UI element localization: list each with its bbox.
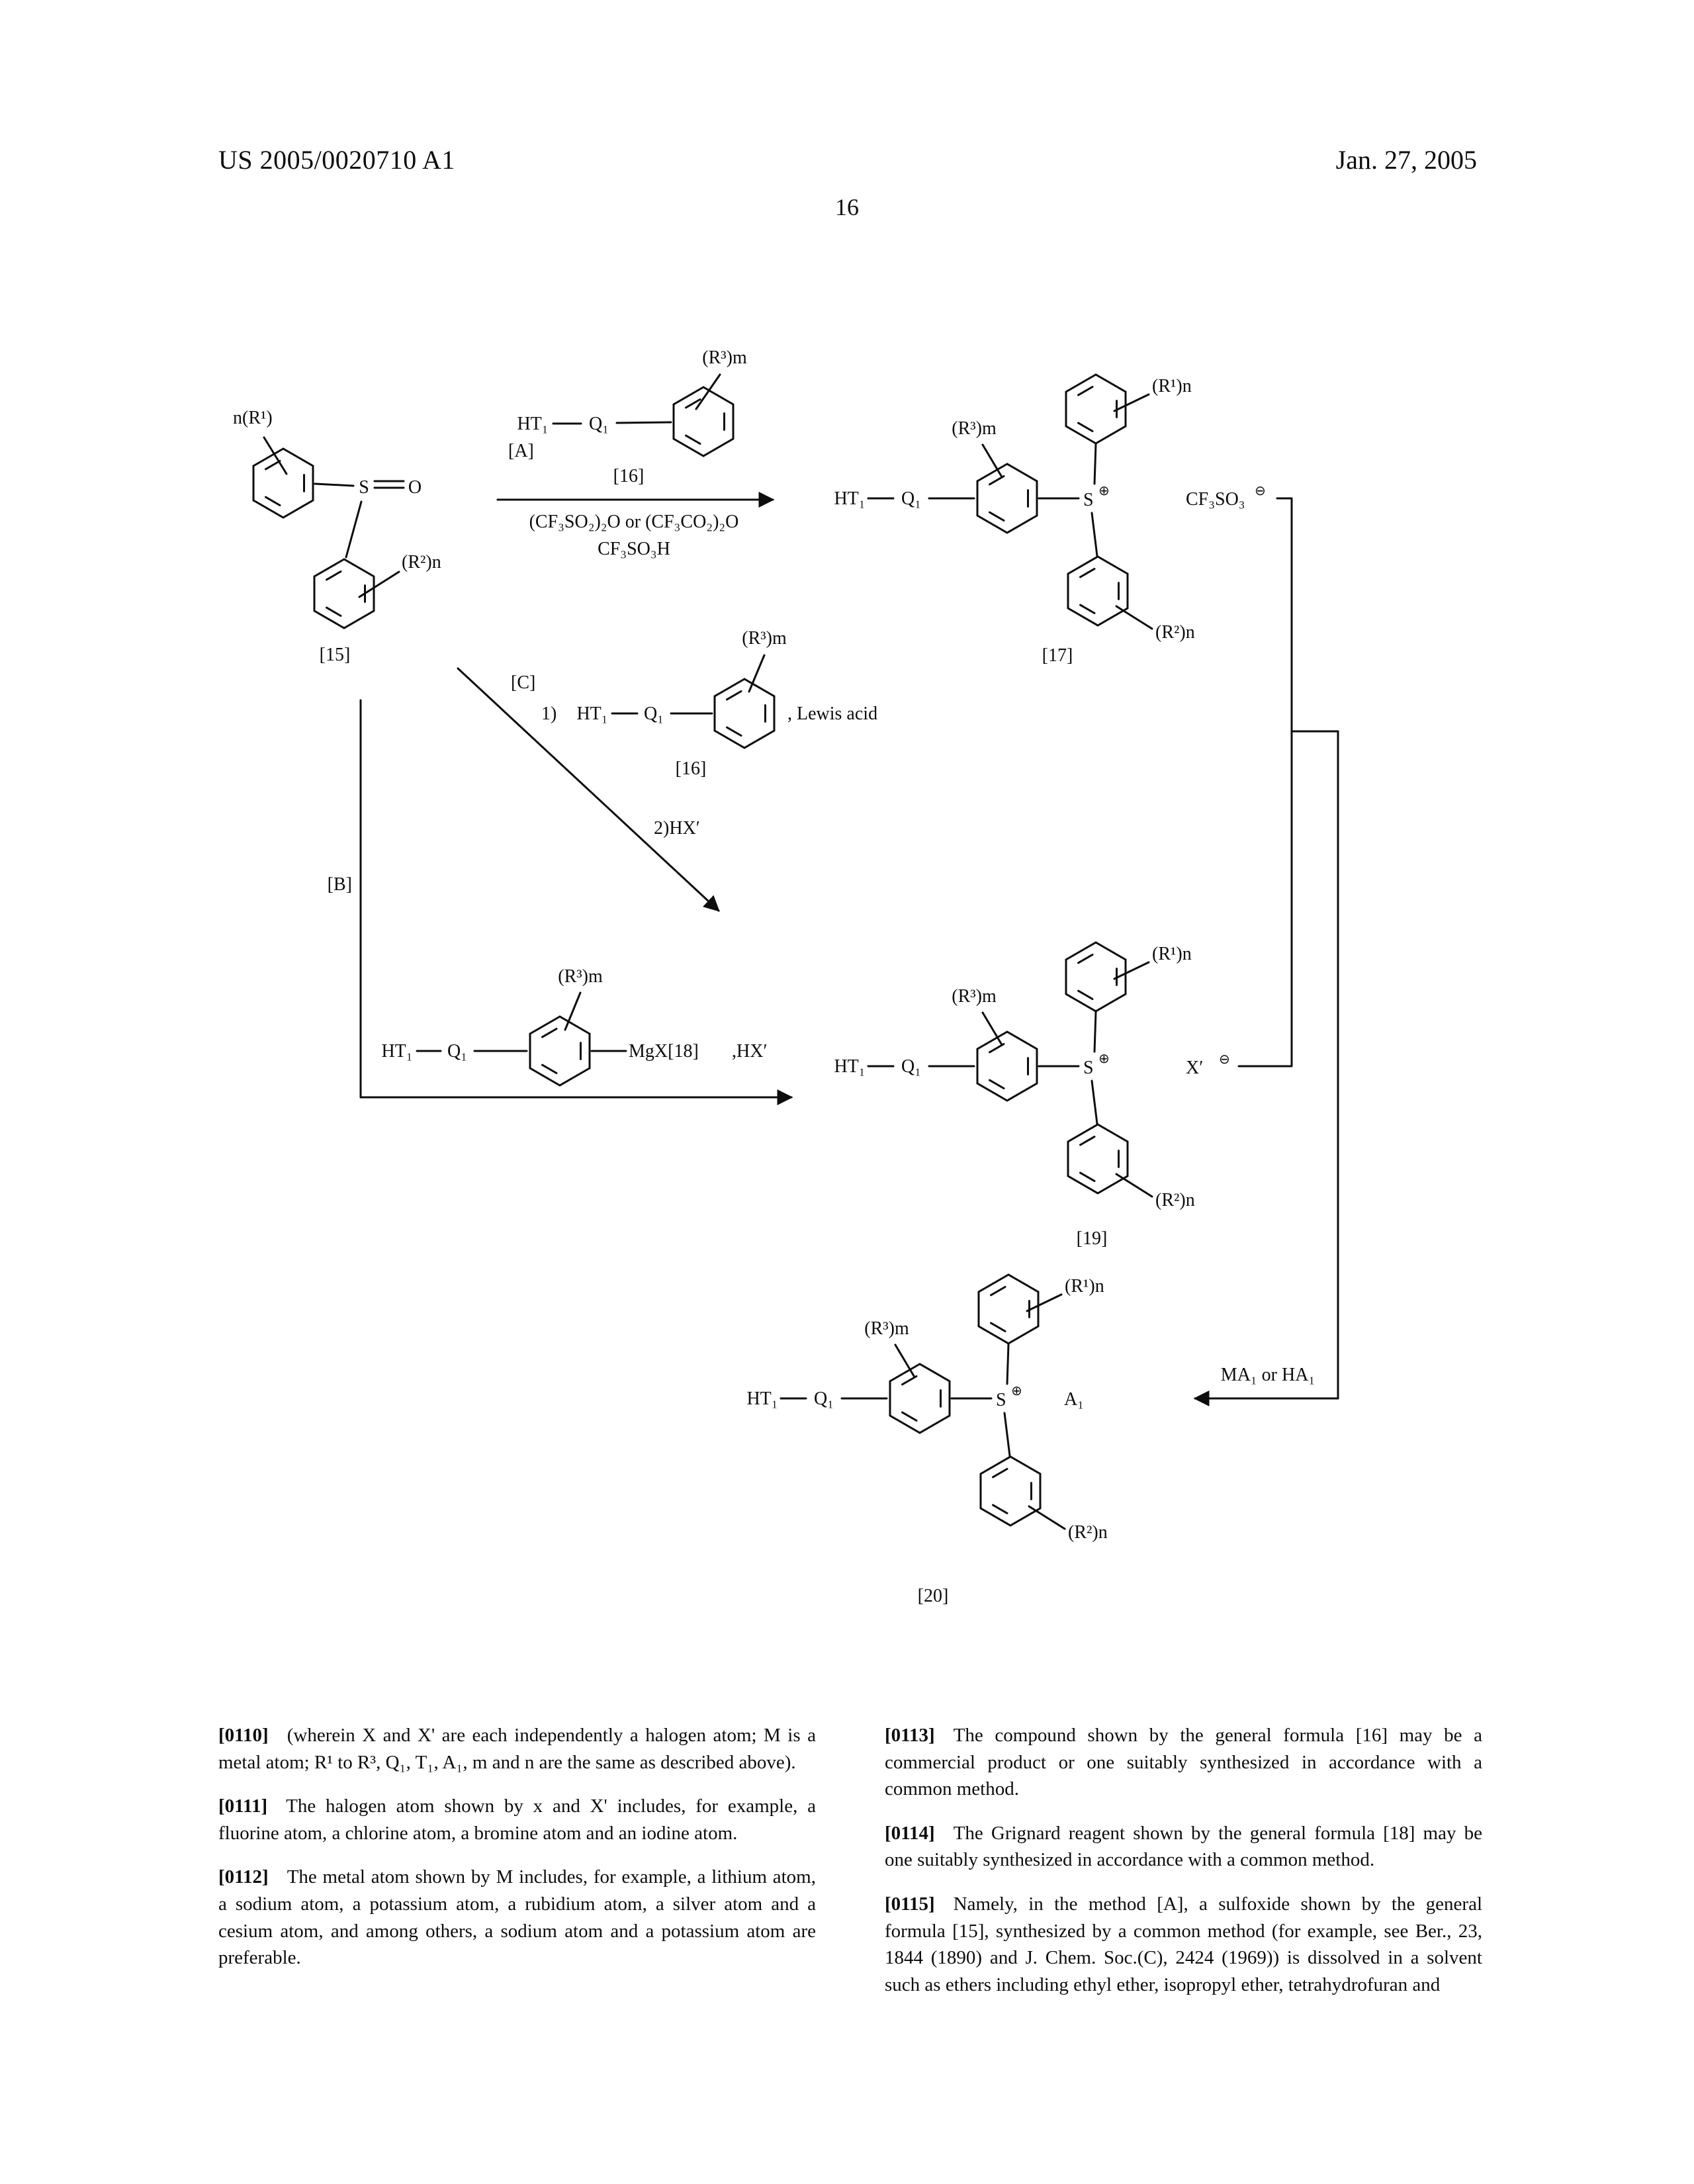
paragraph-text: The compound shown by the general formula [16] may be a commercial product or one suitably synthesized in accordance with a common method.: [885, 1725, 1482, 1800]
r3m-label: (R³)m: [742, 628, 787, 649]
method-c-label: [C]: [511, 672, 536, 693]
ht1-label: HT₁: [576, 704, 608, 724]
compound-number-17: [17]: [1042, 645, 1073, 666]
substituent-bond: [696, 375, 720, 409]
method-a-step: [498, 347, 773, 559]
structure-20: [746, 1275, 1107, 1606]
triflate-counterion: CF₃SO₃: [1186, 489, 1245, 510]
r2n-label: (R²)n: [402, 552, 441, 572]
paragraph-tag: [0113]: [885, 1725, 935, 1746]
oxygen-label: O: [408, 477, 422, 498]
lewis-acid-label: , Lewis acid: [787, 704, 878, 724]
ht1-label: HT₁: [517, 414, 549, 434]
ht1-label: HT₁: [381, 1041, 413, 1062]
minus-charge-icon: ⊖: [1255, 484, 1266, 498]
compound-number-16: [16]: [675, 758, 707, 779]
paragraph-tag: [0115]: [885, 1893, 935, 1915]
exchange-reagent-label: MA₁ or HA₁: [1220, 1365, 1315, 1385]
paragraph-tag: [0112]: [218, 1866, 269, 1888]
bond: [346, 502, 361, 557]
bond: [617, 422, 671, 423]
structure-17: [834, 375, 1265, 666]
paragraph-text: The metal atom shown by M includes, for example, a lithium atom, a sodium atom, a potassium atom, a rubidium atom, a silver atom and a cesium atom, and among others, a sodium atom and a potassium atom are preferable.: [218, 1866, 816, 1969]
right-column: [885, 1722, 1482, 2015]
method-c-step: [458, 628, 877, 911]
nr1-label: n(R¹): [233, 408, 273, 428]
paragraph-0115: [885, 1891, 1482, 1998]
left-column: [218, 1722, 816, 1989]
reagent-line-1: (CF₃SO₂)₂O or (CF₃CO₂)₂O: [529, 512, 739, 532]
compound-number-16: [16]: [613, 466, 645, 486]
r3m-label: (R³)m: [702, 347, 747, 368]
minus-charge-icon: ⊖: [1219, 1052, 1230, 1067]
structure-19: [834, 942, 1229, 1249]
paragraph-text: The Grignard reagent shown by the general formula [18] may be one suitably synthesized in accordance with a common method.: [885, 1822, 1482, 1871]
paragraph-text: Namely, in the method [A], a sulfoxide shown by the general formula [15], synthesized by a common method (for example, see Ber., 23, 1844 (1890) and J. Chem. Soc.(C), 2424 (1969)) is dissolved in a solvent such as ethers including ethyl ether, isopropyl ether, tetrahydrofuran and: [885, 1893, 1482, 1995]
paragraph-tag: [0110]: [218, 1725, 269, 1746]
paragraph-0114: [885, 1820, 1482, 1874]
patent-number: US 2005/0020710 A1: [218, 145, 455, 175]
paragraph-tag: [0111]: [218, 1796, 268, 1817]
q1-label: Q₁: [644, 704, 664, 724]
paragraph-text: The halogen atom shown by x and X' includes, for example, a fluorine atom, a chlorine atom, a bromine atom and an iodine atom.: [218, 1796, 816, 1844]
r3m-label: (R³)m: [558, 966, 603, 987]
paragraph-text: (wherein X and X' are each independently a halogen atom; M is a metal atom; R¹ to R³, Q₁, T₁, A₁, m and n are the same as described above).: [218, 1725, 816, 1773]
a1-counterion: A₁: [1064, 1389, 1084, 1410]
x-prime-counterion: X′: [1186, 1058, 1204, 1078]
compound-number-19: [19]: [1076, 1228, 1108, 1249]
benzene-ring: [253, 449, 313, 518]
method-b-label: [B]: [327, 874, 352, 895]
grignard-label: MgX[18]: [629, 1041, 699, 1062]
benzene-ring: [715, 679, 774, 748]
q1-label: Q₁: [447, 1041, 467, 1062]
structure-15-sulfoxide: [233, 408, 441, 665]
paragraph-0111: [218, 1793, 816, 1846]
paragraph-0110: [218, 1722, 816, 1776]
reagent-line-2: CF₃SO₃H: [598, 539, 670, 559]
hx-prime-label: ,HX′: [732, 1041, 768, 1062]
method-b-step: [328, 700, 791, 1097]
compound-number-20: [20]: [917, 1586, 949, 1606]
benzene-ring: [530, 1017, 590, 1085]
page-number: 16: [835, 194, 859, 220]
method-a-label: [A]: [508, 441, 534, 461]
compound-number-15: [15]: [319, 645, 351, 665]
paragraph-0112: [218, 1864, 816, 1971]
paragraph-0113: [885, 1722, 1482, 1803]
bond: [315, 484, 353, 486]
patent-date: Jan. 27, 2005: [1335, 145, 1477, 175]
connector-lines: [1195, 498, 1338, 1398]
substituent-bond: [359, 572, 399, 597]
paragraph-tag: [0114]: [885, 1822, 935, 1844]
step-1-label: 1): [541, 704, 557, 724]
sulfur-label: S: [359, 477, 369, 498]
q1-label: Q₁: [589, 414, 609, 434]
step-2-label: 2)HX′: [654, 818, 700, 839]
